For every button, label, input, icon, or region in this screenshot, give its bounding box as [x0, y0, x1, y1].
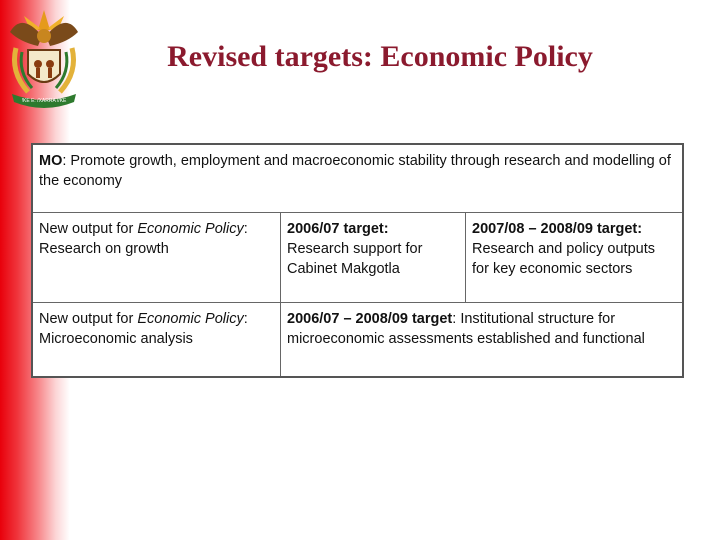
target-text: Research support for Cabinet Makgotla — [287, 241, 423, 277]
table-row-mo — [32, 144, 683, 213]
output-cell — [32, 303, 281, 378]
output-prefix: New output for — [39, 221, 138, 237]
table-row — [32, 213, 683, 303]
svg-text:!KE E: /XARRA //KE: !KE E: /XARRA //KE — [21, 98, 67, 104]
mo-cell — [32, 144, 683, 213]
output-colon: : — [243, 311, 248, 327]
target-cell — [281, 213, 466, 303]
output-colon: : — [243, 221, 248, 237]
output-cell — [32, 213, 281, 303]
target-text: : Institutional structure for microeconomic assessments established and functional — [287, 311, 645, 347]
output-name: Microeconomic analysis — [39, 331, 193, 347]
output-italic: Economic Policy — [137, 311, 244, 327]
target-cell — [281, 303, 684, 378]
targets-table — [31, 143, 684, 378]
table-row — [32, 303, 683, 378]
target-label: 2006/07 target: — [287, 221, 389, 237]
mo-label: MO — [39, 153, 63, 169]
mo-text: : Promote growth, employment and macroeconomic stability through research and modelling of the economy — [39, 153, 671, 189]
target-label: 2007/08 – 2008/09 target: — [472, 221, 643, 237]
output-prefix: New output for — [39, 311, 138, 327]
target-cell — [466, 213, 684, 303]
target-label: 2006/07 – 2008/09 target — [287, 311, 453, 327]
slide-title: Revised targets: Economic Policy — [167, 40, 593, 73]
target-text: Research and policy outputs for key economic sectors — [472, 241, 655, 277]
output-italic: Economic Policy — [137, 221, 244, 237]
output-name: Research on growth — [39, 241, 169, 257]
coat-of-arms-icon — [2, 2, 86, 112]
